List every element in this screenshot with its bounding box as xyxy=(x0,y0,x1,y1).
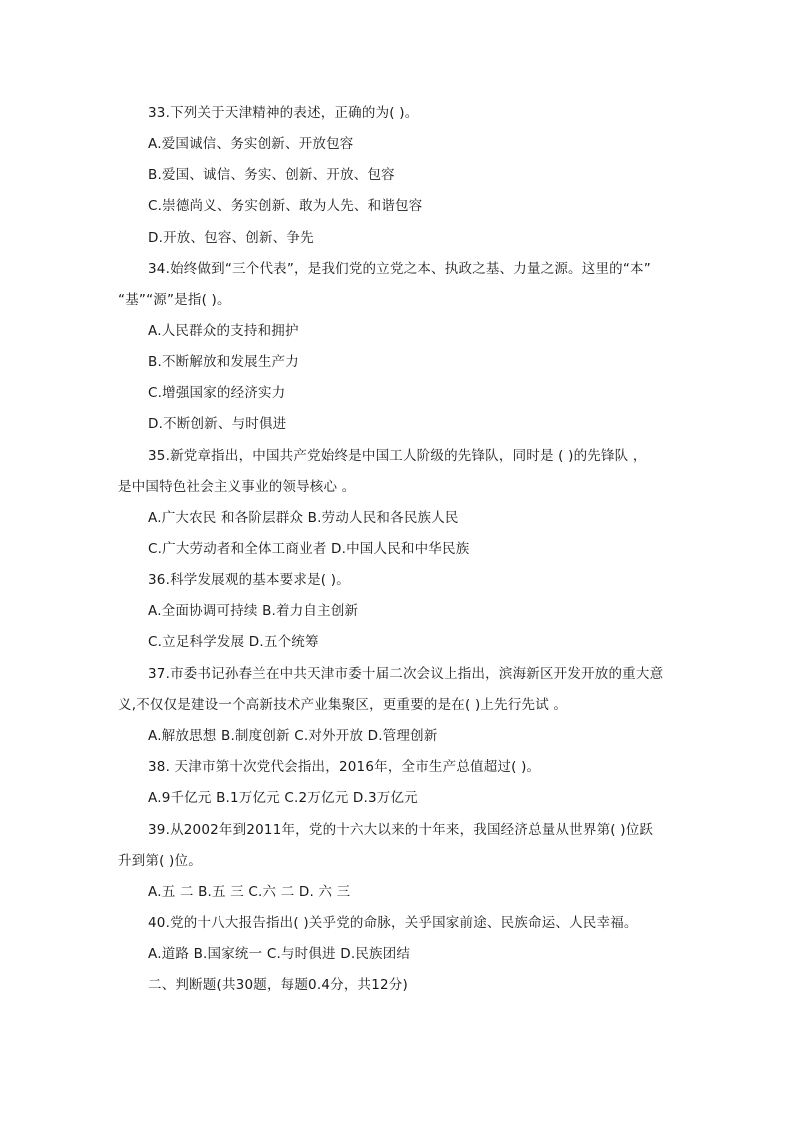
section-heading-true-false: 二、判断题(共30题，每题0.4分，共12分) xyxy=(148,977,408,993)
question-33-option-b: B.爱国、诚信、务实、创新、开放、包容 xyxy=(148,167,395,183)
question-35-stem-line-2: 是中国特色社会主义事业的领导核心 。 xyxy=(118,479,356,495)
question-33-option-a: A.爱国诚信、务实创新、开放包容 xyxy=(148,136,354,152)
question-38-stem: 38. 天津市第十次党代会指出，2016年，全市生产总值超过( )。 xyxy=(148,759,541,775)
question-39-options: A.五 二 B.五 三 C.六 二 D. 六 三 xyxy=(148,884,351,900)
question-39-stem-line-2: 升到第( )位。 xyxy=(118,853,202,869)
question-34-option-a: A.人民群众的支持和拥护 xyxy=(148,323,299,339)
question-36-option-ab: A.全面协调可持续 B.着力自主创新 xyxy=(148,603,359,619)
question-36-stem: 36.科学发展观的基本要求是( )。 xyxy=(148,572,350,588)
question-35-option-ab: A.广大农民 和各阶层群众 B.劳动人民和各民族人民 xyxy=(148,510,459,526)
question-36-option-cd: C.立足科学发展 D.五个统筹 xyxy=(148,634,319,650)
question-33-option-d: D.开放、包容、创新、争先 xyxy=(148,230,314,246)
question-34-option-c: C.增强国家的经济实力 xyxy=(148,385,286,401)
question-38-options: A.9千亿元 B.1万亿元 C.2万亿元 D.3万亿元 xyxy=(148,790,418,806)
question-33-stem: 33.下列关于天津精神的表述，正确的为( )。 xyxy=(148,105,419,121)
question-39-stem-line-1: 39.从2002年到2011年，党的十六大以来的十年来，我国经济总量从世界第( )位跃 xyxy=(148,822,654,838)
question-37-stem-line-1: 37.市委书记孙春兰在中共天津市委十届二次会议上指出，滨海新区开发开放的重大意 xyxy=(148,666,664,682)
question-34-stem-line-2: “基”“源”是指( )。 xyxy=(118,292,231,308)
question-40-stem: 40.党的十八大报告指出( )关乎党的命脉，关乎国家前途、民族命运、人民幸福。 xyxy=(148,915,638,931)
question-34-option-d: D.不断创新、与时俱进 xyxy=(148,416,287,432)
question-34-option-b: B.不断解放和发展生产力 xyxy=(148,354,299,370)
question-33-option-c: C.崇德尚义、务实创新、敢为人先、和谐包容 xyxy=(148,198,423,214)
question-34-stem-line-1: 34.始终做到“三个代表”，是我们党的立党之本、执政之基、力量之源。这里的“本” xyxy=(148,261,651,277)
question-40-options: A.道路 B.国家统一 C.与时俱进 D.民族团结 xyxy=(148,946,411,962)
question-35-option-cd: C.广大劳动者和全体工商业者 D.中国人民和中华民族 xyxy=(148,541,470,557)
question-37-options: A.解放思想 B.制度创新 C.对外开放 D.管理创新 xyxy=(148,728,438,744)
question-35-stem-line-1: 35.新党章指出，中国共产党始终是中国工人阶级的先锋队，同时是 ( )的先锋队 ， xyxy=(148,448,647,464)
question-37-stem-line-2: 义,不仅仅是建设一个高新技术产业集聚区，更重要的是在( )上先行先试 。 xyxy=(118,697,568,713)
